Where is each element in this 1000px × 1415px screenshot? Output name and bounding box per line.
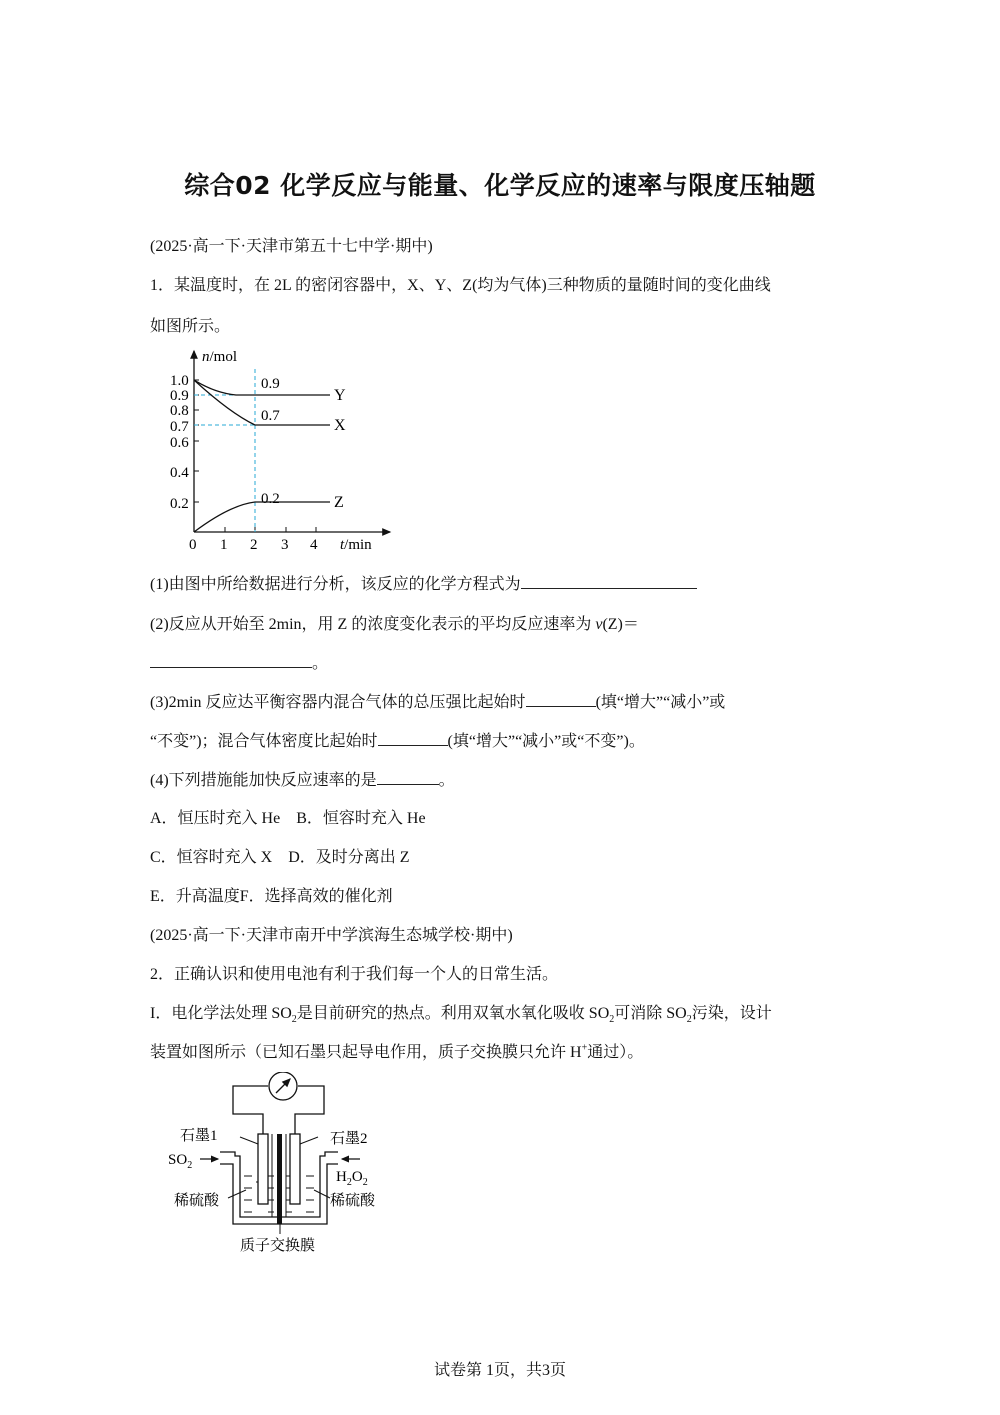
- x-tick-label: 1: [220, 537, 228, 553]
- x-axis-label: t/min: [340, 537, 372, 553]
- label-membrane: 质子交换膜: [240, 1238, 316, 1254]
- label-graphite-2: 石墨2: [330, 1131, 368, 1147]
- q1-options-ef: [150, 883, 393, 906]
- label-acid-left: 稀硫酸: [174, 1193, 220, 1209]
- page-title: 综合02 化学反应与能量、化学反应的速率与限度压轴题: [184, 171, 816, 200]
- q1-part3-line2: “不变”)；混合气体密度比起始时 (填“增大”“减小”或“不变”)。: [150, 728, 645, 751]
- y-tick-label: 0.2: [170, 496, 189, 512]
- q1-part1: (1)由图中所给数据进行分析，该反应的化学方程式为: [150, 571, 697, 594]
- proton-exchange-membrane: [277, 1134, 282, 1224]
- electrolysis-device-diagram: [160, 1072, 400, 1262]
- y-tick-marks: [194, 380, 199, 502]
- y-tick-label: 0.7: [170, 419, 189, 435]
- graphite-electrode-2: [290, 1134, 300, 1204]
- answer-blank[interactable]: [377, 769, 439, 785]
- label-h2o2: $H_2O_2$: [336, 1169, 368, 1188]
- option-b[interactable]: B．恒容时充入 He: [296, 810, 426, 827]
- option-a[interactable]: A．恒压时充入 He: [150, 810, 281, 827]
- q2-part1-line1: I．电化学法处理 $SO_2$是目前研究的热点。利用双氧水氧化吸收 $SO_2$可消除 $SO_2$污染，设计: [150, 1005, 772, 1026]
- q2-part1-line2: 装置如图所示（已知石墨只起导电作用，质子交换膜只允许 H+通过）。: [150, 1042, 644, 1061]
- q1-part4: (4)下列措施能加快反应速率的是 。: [150, 767, 455, 790]
- y-tick-label: 0.8: [170, 403, 189, 419]
- q2-source: (2025·高一下·天津市南开中学滨海生态城学校·期中): [150, 927, 513, 944]
- answer-blank[interactable]: [521, 573, 697, 589]
- answer-blank[interactable]: [150, 652, 312, 668]
- y-tick-label: 0.9: [170, 388, 189, 404]
- x-tick-marks: [225, 527, 316, 532]
- option-f[interactable]: F．选择高效的催化剂: [239, 888, 393, 905]
- value-label: 0.2: [261, 491, 280, 507]
- x-tick-label: 4: [310, 537, 318, 553]
- q2-stem: 2．正确认识和使用电池有利于我们每一个人的日常生活。: [150, 966, 559, 983]
- option-e[interactable]: E．升高温度: [150, 888, 240, 905]
- curve-label-y: Y: [334, 387, 346, 404]
- amount-time-graph: [160, 343, 400, 558]
- graphite-electrode-1: [258, 1134, 268, 1204]
- q1-options-cd: [150, 844, 410, 867]
- x-tick-label: 2: [250, 537, 258, 553]
- y-axis-label: n/mol: [202, 349, 238, 365]
- y-tick-label: 0.4: [170, 465, 189, 481]
- q1-part2: (2)反应从开始至 2min，用 Z 的浓度变化表示的平均反应速率为 v(Z)＝: [150, 616, 639, 633]
- label-acid-right: 稀硫酸: [330, 1193, 376, 1209]
- value-label: 0.9: [261, 376, 280, 392]
- q1-part2-answer: 。: [150, 650, 328, 673]
- curve-label-x: X: [334, 417, 346, 434]
- q1-stem-line1: 1．某温度时，在 2L 的密闭容器中，X、Y、Z(均为气体)三种物质的量随时间的变化曲线: [150, 277, 771, 294]
- label-so2: $SO_2$: [168, 1152, 193, 1171]
- curve-label-z: Z: [334, 494, 344, 511]
- x-tick-label: 0: [189, 537, 197, 553]
- label-graphite-1: 石墨1: [180, 1128, 218, 1144]
- value-label: 0.7: [261, 408, 280, 424]
- q1-options-ab: [150, 805, 426, 828]
- y-tick-label: 1.0: [170, 373, 189, 389]
- option-d[interactable]: D．及时分离出 Z: [288, 849, 410, 866]
- q1-source: (2025·高一下·天津市第五十七中学·期中): [150, 238, 433, 255]
- answer-blank[interactable]: [526, 691, 596, 707]
- q1-part3-line1: (3)2min 反应达平衡容器内混合气体的总压强比起始时 (填“增大”“减小”或: [150, 689, 725, 712]
- q1-stem-line2: 如图所示。: [150, 318, 231, 335]
- page-footer: 试卷第 1页，共3页: [433, 1362, 566, 1379]
- option-c[interactable]: C．恒容时充入 X: [150, 849, 273, 866]
- x-tick-label: 3: [281, 537, 289, 553]
- answer-blank[interactable]: [378, 730, 448, 746]
- y-tick-label: 0.6: [170, 435, 189, 451]
